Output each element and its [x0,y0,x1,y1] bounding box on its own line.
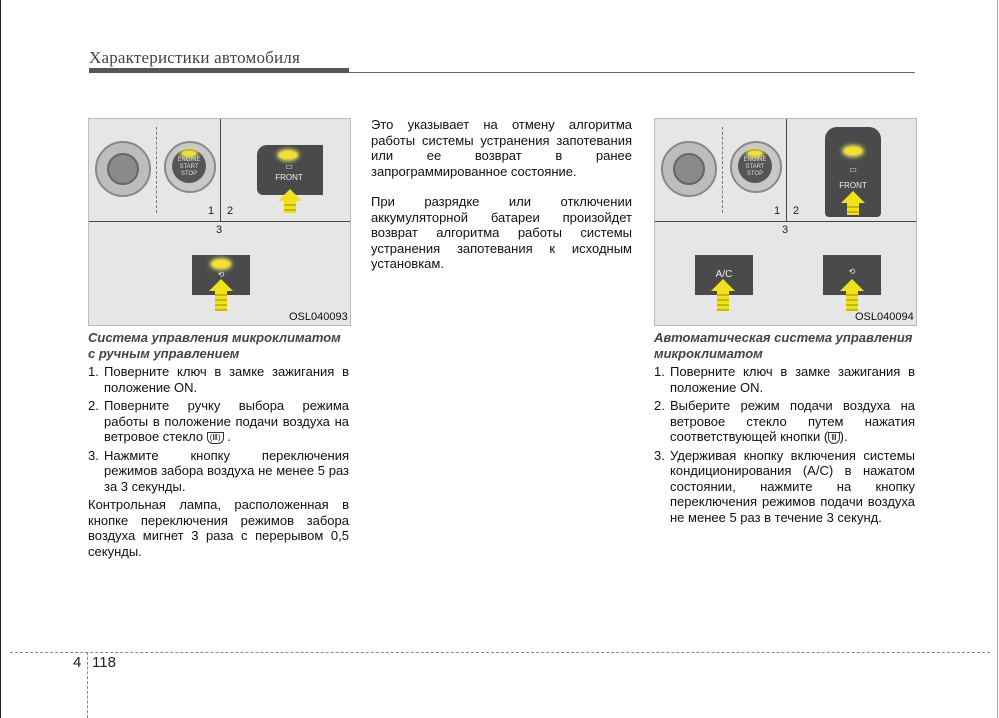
figure-auto-climate [654,118,917,326]
defrost-icon: ▭ [849,165,857,174]
arrow-icon [840,279,864,311]
note-paragraph: Контрольная лампа, расположенная в кнопке переключения режимов забора воздуха мигнет 3 раза с перерывом 0,5 секунды. [88,497,349,559]
recirculation-icon: ⟲ [217,270,225,279]
figure-code: OSL040093 [289,311,348,323]
list-item: 1. Поверните ключ в замке зажигания в положение ON. [88,364,349,395]
figure-code: OSL040094 [855,311,914,323]
engine-start-button-icon [730,141,782,193]
paragraph: При разрядке или отключении аккумуляторной батареи произойдет возврат алгоритма работы системы устранения запотевания к исходным установкам. [371,194,632,271]
header-title: Характеристики автомобиля [89,48,300,67]
figure-number-1: 1 [208,205,215,217]
figure-manual-climate [88,118,351,326]
front-label: FRONT [275,173,303,182]
list-item: 3. Нажмите кнопку переключения режимов забора воздуха не менее 5 раз за 3 секунды. [88,447,349,494]
footer-rule [10,652,990,653]
figure-number-2: 2 [227,205,234,217]
figure-number-3: 3 [216,224,223,236]
recirculation-icon: ⟲ [848,267,856,276]
indicator-light-icon [279,151,297,159]
header-bar [89,68,349,73]
footer-separator [87,652,88,718]
arrow-icon [711,279,735,311]
arrow-icon [278,189,302,213]
start-stop-label: ENGINE START STOP [743,157,767,177]
front-label: FRONT [839,181,867,190]
header-rule [349,72,915,73]
windshield-defrost-icon: Ⅲ [828,432,840,444]
engine-start-button-icon [164,141,216,193]
left-column [88,330,349,559]
ac-label: A/C [715,269,733,280]
page-edge-right [997,0,998,718]
paragraph: Это указывает на отмену алгоритма работы системы устранения запотевания или ее возврат в ранее запрограммированное состояние. [371,117,632,179]
page-edge-left [0,0,1,718]
figure-number-1: 1 [774,205,781,217]
figure-number-3: 3 [782,224,789,236]
ignition-switch-icon [661,141,717,197]
indicator-light-icon [844,147,862,155]
list-item: 1. Поверните ключ в замке зажигания в положение ON. [654,364,915,395]
middle-column [371,117,632,272]
list-item: 3. Удерживая кнопку включения системы кондиционирования (A/C) в нажатом состоянии, нажмите на кнопку переключения режимов подачи воздуха не менее 5 раз в течение 3 секунд. [654,447,915,525]
section-title-auto: Автоматическая система управления микроклиматом [654,330,913,361]
right-column [654,330,915,525]
figure-number-2: 2 [793,205,800,217]
page-number: 118 [92,654,116,671]
ignition-switch-icon [95,141,151,197]
indicator-light-icon [212,260,230,268]
list-item: 2. Выберите режим подачи воздуха на ветровое стекло путем нажатия соответствующей кнопки ( Ⅲ ). [654,398,915,444]
arrow-icon [841,191,865,215]
section-title-manual: Система управления микроклиматом с ручным управлением [88,330,341,361]
front-defrost-panel [257,145,323,195]
start-stop-label: ENGINE START STOP [177,157,201,177]
arrow-icon [209,279,233,311]
defrost-icon: ▭ [285,162,293,171]
list-item: 2. Поверните ручку выбора режима работы в положение подачи воздуха на ветровое стекло (Ⅲ) . [88,398,349,444]
windshield-defrost-icon: (Ⅲ) [207,432,224,444]
chapter-number: 4 [73,654,82,671]
